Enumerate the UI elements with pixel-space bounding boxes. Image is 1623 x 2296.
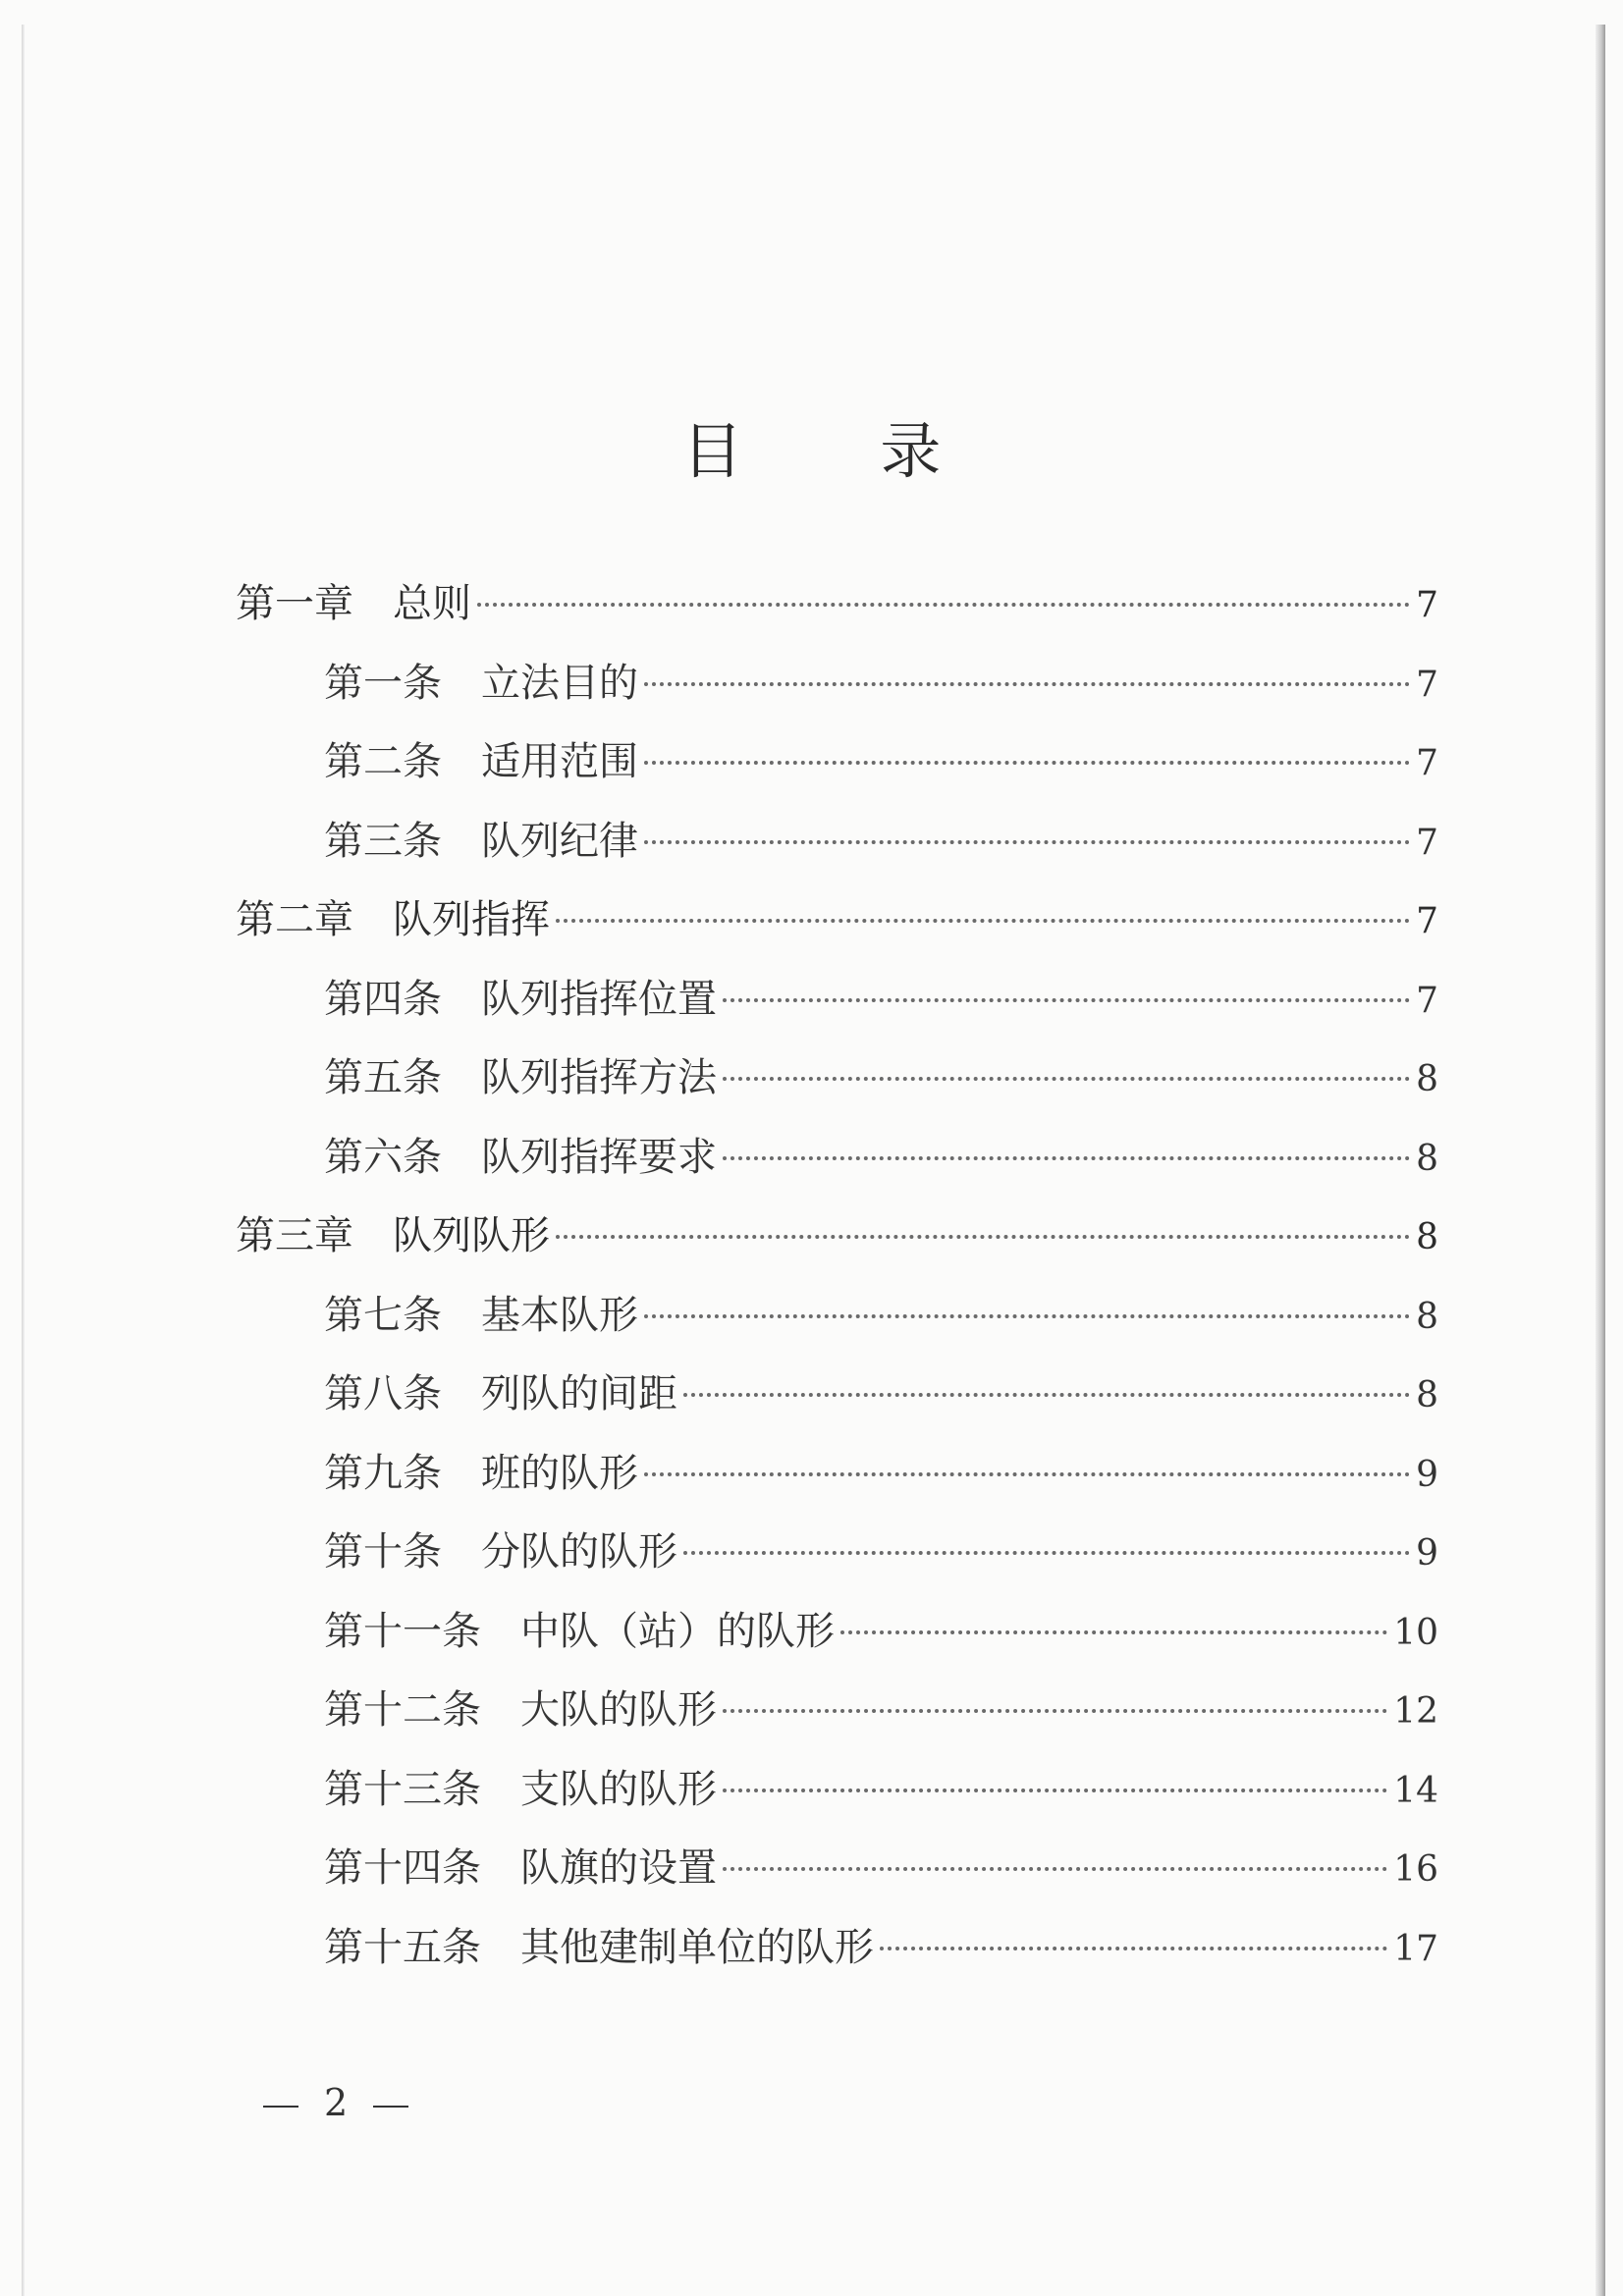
toc-entry-label: 第二章 队列指挥 <box>236 897 550 942</box>
scan-edge-right <box>1596 25 1605 2296</box>
toc-entry-article-13[interactable] <box>236 1750 1438 1830</box>
toc-entry-page: 17 <box>1393 1928 1438 1969</box>
toc-entry-article-8[interactable] <box>236 1355 1438 1434</box>
toc-entry-label: 第二条 适用范围 <box>324 739 638 784</box>
toc-entry-article-1[interactable] <box>236 644 1438 723</box>
toc-entry-page: 8 <box>1416 1296 1438 1337</box>
toc-entry-article-11[interactable] <box>236 1592 1438 1672</box>
toc-entry-label: 第八条 列队的间距 <box>324 1371 677 1416</box>
toc-entry-label: 第三条 队列纪律 <box>324 818 638 864</box>
dot-leader <box>644 1472 1410 1476</box>
toc-entry-page: 14 <box>1393 1770 1438 1811</box>
toc-entry-article-6[interactable] <box>236 1118 1438 1198</box>
dot-leader <box>644 761 1410 765</box>
toc-entry-label: 第一章 总则 <box>236 581 471 626</box>
footer-dash-left <box>263 2106 298 2108</box>
toc-entry-page: 7 <box>1416 585 1438 625</box>
toc-entry-label: 第九条 班的队形 <box>324 1450 638 1496</box>
toc-entry-chapter-2[interactable] <box>236 881 1438 960</box>
table-of-contents <box>236 564 1438 1987</box>
toc-entry-article-15[interactable] <box>236 1908 1438 1988</box>
dot-leader <box>644 840 1410 844</box>
dot-leader <box>683 1551 1410 1555</box>
scan-edge-left <box>22 25 25 2296</box>
toc-entry-label: 第十二条 大队的队形 <box>324 1687 717 1733</box>
toc-entry-page: 8 <box>1416 1059 1438 1099</box>
dot-leader <box>723 1077 1410 1081</box>
toc-entry-page: 7 <box>1416 980 1438 1021</box>
page-title: 目 录 <box>681 415 1001 487</box>
dot-leader <box>723 1789 1387 1792</box>
dot-leader <box>556 919 1410 923</box>
toc-entry-page: 9 <box>1416 1533 1438 1574</box>
dot-leader <box>723 1156 1410 1160</box>
dot-leader <box>644 682 1410 686</box>
toc-entry-page: 16 <box>1393 1849 1438 1890</box>
toc-entry-label: 第十五条 其他建制单位的队形 <box>324 1924 874 1970</box>
toc-entry-article-2[interactable] <box>236 722 1438 802</box>
toc-entry-label: 第五条 队列指挥方法 <box>324 1055 717 1100</box>
dot-leader <box>880 1947 1387 1950</box>
toc-entry-page: 7 <box>1416 901 1438 941</box>
toc-entry-page: 7 <box>1416 822 1438 863</box>
toc-entry-article-4[interactable] <box>236 960 1438 1040</box>
toc-entry-label: 第七条 基本队形 <box>324 1292 638 1338</box>
dot-leader <box>723 1709 1387 1713</box>
toc-entry-label: 第十一条 中队（站）的队形 <box>324 1608 835 1654</box>
dot-leader <box>644 1314 1410 1318</box>
toc-entry-label: 第四条 队列指挥位置 <box>324 976 717 1022</box>
toc-entry-label: 第十四条 队旗的设置 <box>324 1845 717 1891</box>
dot-leader <box>723 998 1410 1002</box>
dot-leader <box>840 1630 1387 1634</box>
toc-entry-article-10[interactable] <box>236 1513 1438 1592</box>
toc-entry-page: 9 <box>1416 1454 1438 1495</box>
toc-entry-label: 第十三条 支队的队形 <box>324 1766 717 1812</box>
toc-entry-page: 7 <box>1416 664 1438 705</box>
toc-entry-article-5[interactable] <box>236 1039 1438 1118</box>
toc-entry-label: 第一条 立法目的 <box>324 660 638 706</box>
toc-entry-chapter-1[interactable] <box>236 564 1438 644</box>
toc-entry-page: 8 <box>1416 1375 1438 1415</box>
toc-entry-page: 10 <box>1393 1612 1438 1653</box>
dot-leader <box>477 603 1410 607</box>
page-footer <box>263 2081 408 2124</box>
dot-leader <box>683 1393 1410 1397</box>
toc-entry-label: 第六条 队列指挥要求 <box>324 1134 717 1180</box>
footer-dash-right <box>373 2106 408 2108</box>
toc-entry-page: 7 <box>1416 743 1438 783</box>
toc-entry-article-3[interactable] <box>236 802 1438 881</box>
toc-entry-label: 第十条 分队的队形 <box>324 1529 677 1575</box>
toc-entry-page: 8 <box>1416 1138 1438 1179</box>
toc-entry-page: 12 <box>1393 1691 1438 1732</box>
toc-entry-article-9[interactable] <box>236 1434 1438 1514</box>
dot-leader <box>723 1867 1387 1871</box>
toc-entry-article-12[interactable] <box>236 1671 1438 1750</box>
toc-entry-page: 8 <box>1416 1217 1438 1257</box>
toc-entry-article-14[interactable] <box>236 1829 1438 1908</box>
dot-leader <box>556 1235 1410 1239</box>
page-number: 2 <box>324 2081 349 2124</box>
toc-entry-article-7[interactable] <box>236 1276 1438 1356</box>
toc-entry-label: 第三章 队列队形 <box>236 1213 550 1258</box>
toc-entry-chapter-3[interactable] <box>236 1197 1438 1276</box>
